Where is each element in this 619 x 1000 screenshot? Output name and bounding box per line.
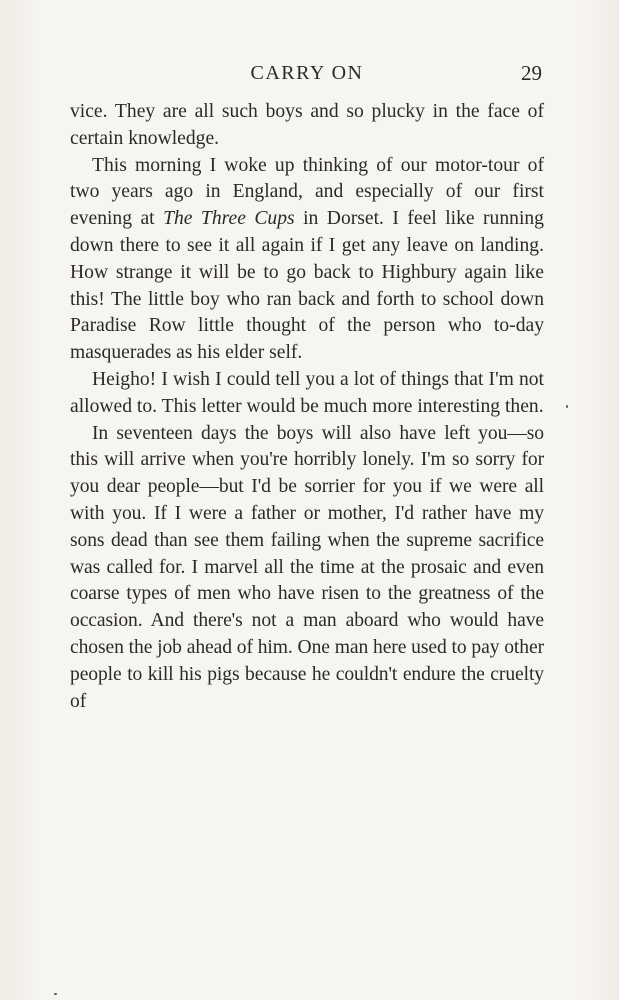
body-text (70, 99, 544, 715)
paragraph-continuation: vice. They are all such boys and so plucky in the face of certain knowledge. (70, 101, 544, 149)
running-head (72, 58, 542, 88)
paragraph-heigho: Heigho! I wish I could tell you a lot of things that I'm not allowed to. This letter would be much more interesting then. (70, 368, 544, 417)
inn-name: The Three Cups (163, 208, 295, 230)
paragraph-text: in Dorset. I feel like running down there to see it all again if I get any leave on landing. How strange it will be to go back to Highbury again like this! The little boy who ran back and forth to school down Paradise Row little thought of the person who to-day masquerades as his elder self. (70, 208, 544, 364)
print-speck (566, 405, 568, 408)
paragraph-text: This morning I woke up thinking of our motor-tour of two years ago in England, and especially of our first evening at (70, 154, 544, 230)
page-number: 29 (521, 61, 542, 85)
paragraph-motor-tour (70, 153, 544, 367)
running-title: CARRY ON (250, 62, 364, 84)
print-speck (54, 993, 57, 995)
paragraph-seventeen-days: In seventeen days the boys will also have left you—so this will arrive when you're horribly lonely. I'm so sorry for you dear people—but I'd be sorrier for you if we were all with you. If I were a father or mother, I'd rather have my sons dead than see them failing when the supreme sacrifice was called for. I marvel all the time at the prosaic and even coarse types of men who have risen to the greatness of the occasion. And there's not a man aboard who would have chosen the job ahead of him. One man here used to pay other people to kill his pigs because he couldn't endure the cruelty of (70, 422, 544, 712)
